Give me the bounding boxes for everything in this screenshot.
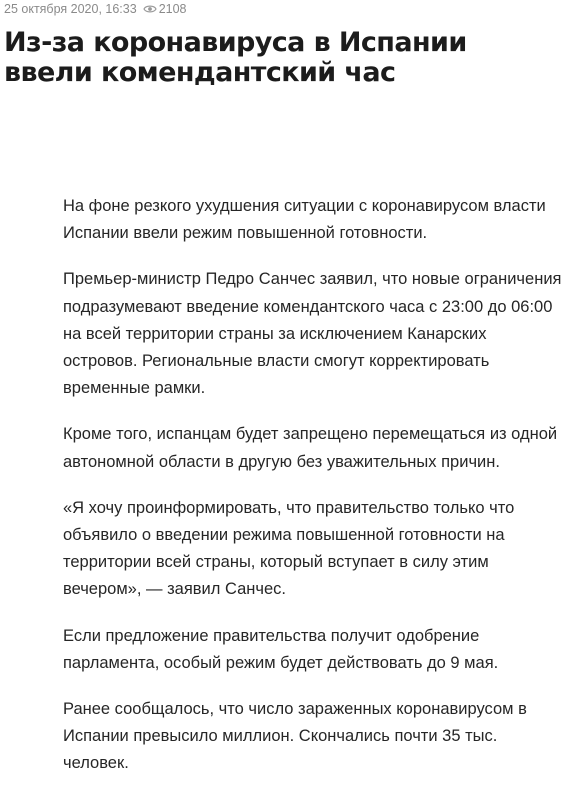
view-count (143, 2, 187, 16)
article-paragraph: На фоне резкого ухудшения ситуации с коронавирусом власти Испании ввели режим повышенной готовности. (63, 197, 546, 243)
view-count-value: 2108 (158, 2, 187, 16)
article-paragraph: Если предложение правительства получит одобрение парламента, особый режим будет действовать до 9 мая. (63, 626, 499, 672)
article-paragraph: «Я хочу проинформировать, что правительство только что объявило о введении режима повышенной готовности на территории всей страны, который вступает в силу этим вечером», — заявил Санчес. (63, 498, 515, 599)
article-body (63, 193, 563, 797)
article-meta (4, 0, 187, 18)
article-paragraph: Кроме того, испанцам будет запрещено перемещаться из одной автономной области в другую без уважительных причин. (63, 425, 558, 471)
article-title: Из-за коронавируса в Испании ввели комендантский час (4, 27, 467, 88)
article-paragraph: Ранее сообщалось, что число зараженных коронавирусом в Испании превысило миллион. Скончались почти 35 тыс. человек. (63, 700, 527, 773)
article-paragraph: Премьер-министр Педро Санчес заявил, что новые ограничения подразумевают введение комендантского часа с 23:00 до 06:00 на всей территории страны за исключением Канарских островов. Региональные власти смогут корректировать временные рамки. (63, 270, 562, 398)
publish-date: 25 октября 2020, 16:33 (4, 2, 137, 16)
eye-icon (143, 4, 157, 14)
